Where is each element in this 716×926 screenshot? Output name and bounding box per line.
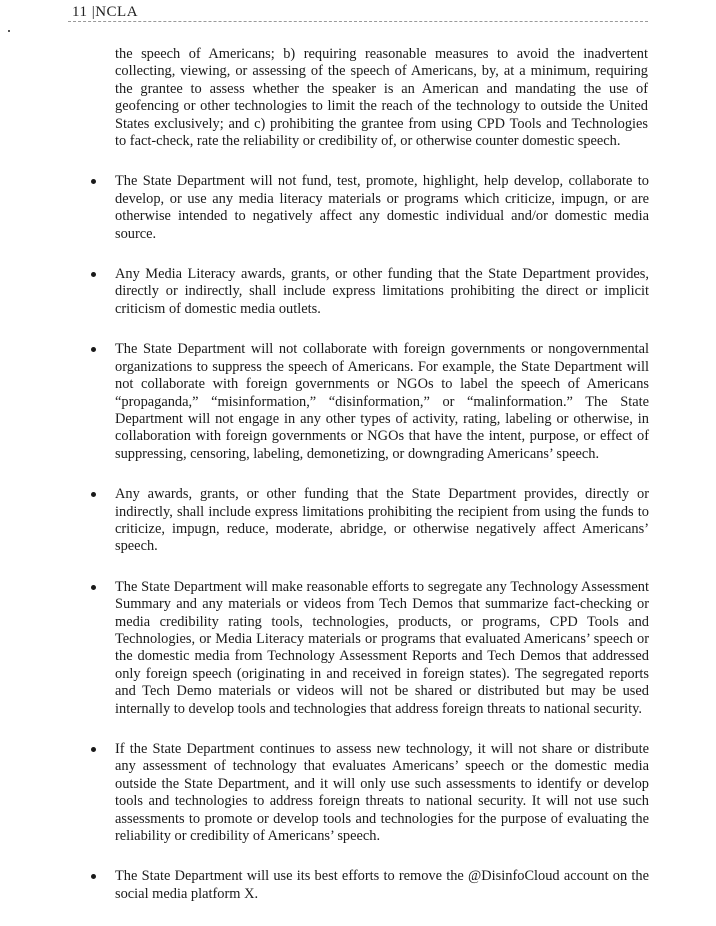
bullet-dot-icon — [91, 585, 96, 590]
bullet-text: Any Media Literacy awards, grants, or other funding that the State Department provides, directly or indirectly, shall include express limitations prohibiting the direct or implicit criticism of domestic media outlets. — [115, 266, 649, 317]
bullet-text: The State Department will not collaborate with foreign governments or nongovernmental organizations to suppress the speech of Americans. For example, the State Department will not collaborate with foreign governments or NGOs to label the speech of Americans “propaganda,” “misinformation,” “disinformation,” or “malinformation.” The State Department will not engage in any other types of activity, rating, labeling or otherwise, in collaboration with foreign governments or NGOs that have the intent, purpose, or effect of suppressing, censoring, labeling, demonetizing, or downgrading Americans’ speech. — [115, 341, 649, 462]
bullet-dot-icon — [91, 179, 96, 184]
bullet-text: If the State Department continues to assess new technology, it will not share or distribute any assessment of technology that evaluates Americans’ speech or the domestic media outside the State Department, and it will only use such assessments to identify or develop tools and technologies to address foreign threats to national security. It will not use such assessments to promote or develop tools and technologies for the purpose of evaluating the reliability or credibility of Americans’ speech. — [115, 741, 649, 845]
bullet-item — [115, 579, 649, 718]
bullet-text: The State Department will not fund, test, promote, highlight, help develop, collaborate to develop, or use any media literacy materials or programs which criticize, impugn, or are otherwise intended to negatively affect any domestic individual and/or domestic media source. — [115, 173, 649, 242]
header-org: NCLA — [95, 4, 139, 20]
bullet-item — [115, 486, 649, 556]
document-body — [0, 46, 716, 926]
bullet-text: Any awards, grants, or other funding that the State Department provides, directly or indirectly, shall include express limitations prohibiting the recipient from using the funds to criticize, impugn, reduce, moderate, abridge, or otherwise negatively affect Americans’ speech. — [115, 486, 649, 555]
margin-mark — [8, 30, 10, 32]
header-separator: | — [91, 4, 96, 20]
bullet-dot-icon — [91, 347, 96, 352]
bullet-item — [115, 266, 649, 318]
bullet-dot-icon — [91, 747, 96, 752]
bullet-dot-icon — [91, 272, 96, 277]
bullet-item — [115, 341, 649, 463]
page-number: 11 — [72, 4, 88, 20]
bullet-dot-icon — [91, 492, 96, 497]
page-header — [72, 4, 138, 21]
bullet-item — [115, 173, 649, 243]
bullet-text: The State Department will make reasonable efforts to segregate any Technology Assessment Summary and any materials or videos from Tech Demos that summarize fact-checking or media credibility rating tools, technologies, products, or programs, CPD Tools and Technologies, or Media Literacy materials or programs that evaluated Americans’ speech or the domestic media from Technology Assessment Reports and Tech Demos that addressed only foreign speech (originating in and received in foreign states). The segregated reports and Tech Demo materials or videos will not be shared or distributed but may be used internally to develop tools and technologies that address foreign threats to national security. — [115, 578, 649, 717]
bullet-item — [115, 868, 649, 903]
continued-paragraph: the speech of Americans; b) requiring reasonable measures to avoid the inadvertent collecting, viewing, or assessing of the speech of Americans, by, at a minimum, requiring the grantee to assess whether the speaker is an American and mandating the use of geofencing or other technologies to limit the reach of the technology to outside the United States exclusively; and c) prohibiting the grantee from using CPD Tools and Technologies to fact-check, rate the reliability or credibility of, or otherwise counter domestic speech. — [115, 46, 648, 150]
bullet-text: The State Department will use its best efforts to remove the @DisinfoCloud account on the social media platform X. — [115, 868, 649, 902]
bullet-dot-icon — [91, 874, 96, 879]
header-rule — [68, 21, 648, 22]
bullet-item — [115, 741, 649, 845]
